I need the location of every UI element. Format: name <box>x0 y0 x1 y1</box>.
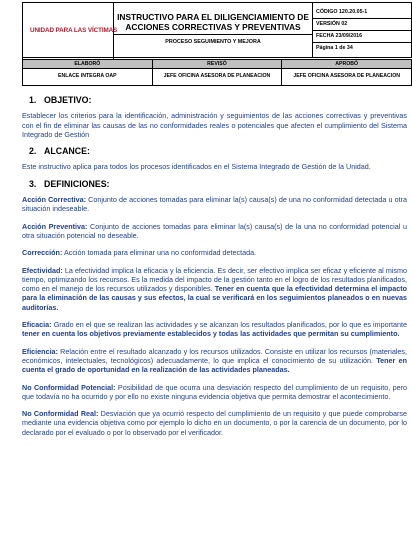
definition-text: Conjunto de acciones tomadas para eliminar la(s) causa(s) de una no conformidad detectada u otra situación indeseable. <box>22 195 407 214</box>
definition-term: Corrección: <box>22 248 63 258</box>
definition-emphasis: Tener en cuenta el grado de oportunidad en la realización de las actividades planeadas. <box>22 355 407 375</box>
document-version: VERSIÓN 02 <box>313 19 411 31</box>
definition-text: Grado en el que se realizan las actividades y se alcanzan los resultados planificados, por lo que es importante <box>51 320 407 330</box>
section-heading-definiciones <box>29 180 407 189</box>
definition-emphasis: Tener en cuenta que la efectividad determina el impacto para la eliminación de las causas y sus efectos, la cual se verificará en los seguimientos planeados o en nuevas auditorías. <box>22 284 407 312</box>
definition-text: Desviación que ya ocurrió respecto del cumplimiento de un requisito y que puede comprobarse mediante una evidencia objetiva como por ejemplo lo dicho en un documento, o por la carencia de un documento, por lo declarado por el evaluado o por lo observado por el verificador. <box>22 409 407 437</box>
section-heading-alcance <box>29 147 407 156</box>
title-cell <box>114 3 313 58</box>
definition-text: La efectividad implica la eficacia y la eficiencia. Es decir, ser efectivo implica ser eficaz y eficiente al mismo tiempo, optimizando los recursos. Es la medida del impacto de la gestión tanto en el logro de los resultados planificados, como en el manejo de los recursos utilizados y disponibles. <box>22 265 407 294</box>
reviso-value: JEFE OFICINA ASESORA DE PLANEACION <box>152 69 282 86</box>
definition-term: No Conformidad Potencial: <box>22 382 116 392</box>
approval-table <box>22 59 412 86</box>
definition-term: Eficacia: <box>22 320 52 330</box>
section-number: 3. <box>29 178 37 189</box>
document-body <box>22 96 407 445</box>
alcance-paragraph: Este instructivo aplica para todos los procesos identificados en el Sistema Integrado de Gestión de la Unidad. <box>22 162 371 172</box>
definition-term: No Conformidad Real: <box>22 409 99 419</box>
section-title: DEFINICIONES: <box>44 178 110 189</box>
elaboro-value: ENLACE INTEGRA OAP <box>23 69 153 86</box>
section-title: ALCANCE: <box>44 146 90 157</box>
definition-text: Posibilidad de que ocurra una desviación respecto del cumplimiento de un requisito, pero que todavía no ha ocurrido y por ello no existe ninguna evidencia objetiva que permita demostrar el acontecimiento. <box>22 382 407 401</box>
definition-term: Efectividad: <box>22 265 63 275</box>
reviso-header: REVISÓ <box>152 60 282 69</box>
organization-logo <box>23 24 118 36</box>
definition-term: Acción Correctiva: <box>22 195 87 205</box>
definition-accion-preventiva <box>22 222 407 241</box>
objetivo-paragraph: Establecer los criterios para la identificación, administración y seguimientos de las acciones correctivas y preventivas con el fin de eliminar las causas de las no conformidades reales o potenciales que afecten el cumplimiento del Sistema Integrado de Gestión <box>22 111 407 139</box>
page-number: Página 1 de 34 <box>316 44 353 51</box>
logo-cell <box>23 3 118 58</box>
definition-eficacia <box>22 320 407 339</box>
elaboro-header: ELABORÓ <box>23 60 153 69</box>
definition-eficiencia <box>22 347 407 375</box>
definition-no-conformidad-potencial <box>22 383 407 402</box>
definition-accion-correctiva <box>22 195 407 214</box>
definition-text: Acción tomada para eliminar una no conformidad detectada. <box>62 248 257 258</box>
section-number: 1. <box>29 95 37 105</box>
definition-correccion <box>22 248 407 257</box>
aprobo-value: JEFE OFICINA ASESORA DE PLANEACION <box>282 69 412 86</box>
definition-text: Relación entre el resultado alcanzado y los recursos utilizados. Consiste en utilizar los recursos (materiales, económicos, intelectuales, tecnológicos) adecuadamente, lo que implica el conocimiento de su utilización. <box>22 346 407 365</box>
definition-emphasis: tener en cuenta los objetivos previamente establecidos y todas las actividades que permitan su cumplimiento. <box>22 329 400 339</box>
definition-efectividad <box>22 266 407 312</box>
section-title: OBJETIVO: <box>44 95 92 105</box>
definition-text: Conjunto de acciones tomadas para eliminar la(s) causa(s) de la una no conformidad potencial u otra situación potencial no deseable. <box>22 221 408 240</box>
aprobo-header: APROBÓ <box>282 60 412 69</box>
definition-term: Acción Preventiva: <box>22 221 88 231</box>
logo-text: UNIDAD PARA LAS VÍCTIMAS <box>30 26 118 34</box>
document-date: FECHA 23/09/2016 <box>313 31 411 43</box>
process-name: PROCESO SEGUIMIENTO Y MEJORA <box>165 39 261 45</box>
document-header <box>22 2 412 58</box>
definition-term: Eficiencia: <box>22 346 58 356</box>
section-number: 2. <box>29 146 37 157</box>
document-title: INSTRUCTIVO PARA EL DILIGENCIAMIENTO DE ACCIONES CORRECTIVAS Y PREVENTIVAS <box>114 11 312 35</box>
section-heading-objetivo <box>29 96 407 105</box>
definition-no-conformidad-real <box>22 409 407 437</box>
meta-cell <box>313 3 412 58</box>
document-code: CÓDIGO 120.20.05-1 <box>313 7 411 19</box>
